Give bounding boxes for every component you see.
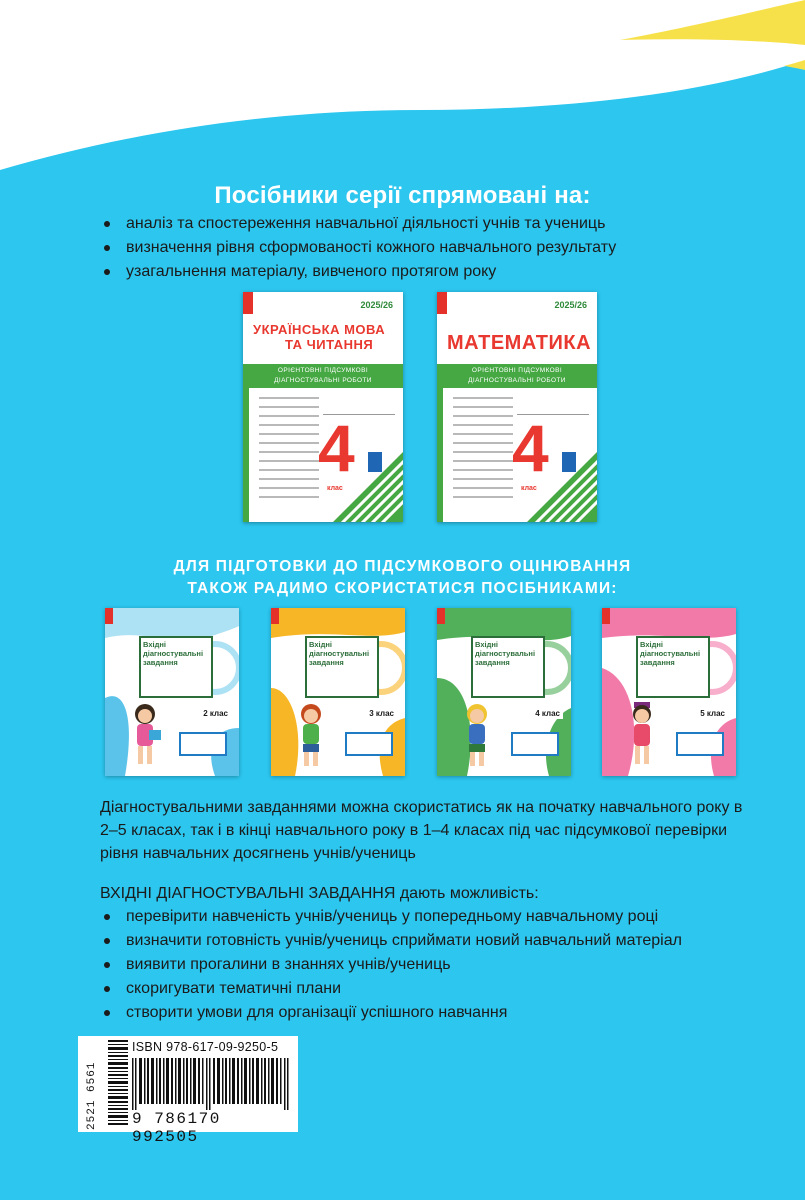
small-book-grade-3 (271, 608, 405, 776)
small-book-box (676, 732, 724, 756)
stripes-decoration (527, 452, 597, 522)
abilities-intro (100, 882, 539, 905)
book-year: 2025/26 (554, 300, 587, 310)
book-math (437, 292, 597, 522)
book-text-lines (453, 397, 513, 505)
book-subtitle-line: ОРІЄНТОВНІ ПІДСУМКОВІ (471, 367, 563, 374)
aim-item: визначення рівня сформованості кожного навчального результату (100, 236, 616, 260)
isbn-barcode-block (78, 1036, 298, 1146)
aim-item: аналіз та спостереження навчальної діяльності учнів та учениць (100, 212, 616, 236)
publisher-mark (437, 292, 447, 314)
small-book-title: Вхідні діагностувальні завдання (309, 640, 370, 667)
publisher-mark (602, 608, 610, 624)
ability-item: виявити прогалини в знаннях учнів/учениць (100, 953, 682, 977)
small-book-title: Вхідні діагностувальні завдання (475, 640, 536, 667)
book-grade-word: клас (521, 485, 537, 492)
small-book-grade: 3 клас (366, 708, 397, 719)
recommendation-heading-line: ТАКОЖ РАДИМО СКОРИСТАТИСЯ ПОСІБНИКАМИ: (187, 580, 618, 597)
small-book-grade-2 (105, 608, 239, 776)
book-title (447, 332, 592, 354)
small-book-grade: 2 клас (200, 708, 231, 719)
book-title-line: УКРАЇНСЬКА МОВА (253, 322, 386, 337)
book-side-stripe (437, 364, 443, 522)
ability-item: скоригувати тематичні плани (100, 977, 682, 1001)
stripes-decoration (333, 452, 403, 522)
small-book-box (345, 732, 393, 756)
aim-item: узагальнення матеріалу, вивченого протягом року (100, 260, 616, 284)
small-book-title: Вхідні діагностувальні завдання (640, 640, 701, 667)
book-text-lines (259, 397, 319, 505)
small-book-grade: 4 клас (532, 708, 563, 719)
book-grade-number: 4 (318, 411, 355, 485)
book-subtitle-line: ОРІЄНТОВНІ ПІДСУМКОВІ (277, 367, 369, 374)
book-title-line: МАТЕМАТИКА (447, 332, 592, 354)
barcode-digits: 9 786170 992505 (132, 1110, 221, 1146)
side-barcode-digits: 2521 6561 (86, 1061, 98, 1130)
recommendation-heading (0, 556, 805, 600)
abilities-intro-emphasis: ВХІДНІ ДІАГНОСТУВАЛЬНІ ЗАВДАННЯ (100, 885, 396, 902)
ability-item: перевірити навченість учнів/учениць у попередньому навчальному році (100, 905, 682, 929)
abilities-list (100, 905, 682, 1025)
book-title (253, 322, 398, 352)
book-grade-number: 4 (512, 411, 549, 485)
small-book-box (511, 732, 559, 756)
usage-paragraph: Діагностувальними завданнями можна скористатись як на початку навчального року в 2–5 класах, так і в кінці навчального року в 1–4 класах під час підсумкової перевірки рівня навчальних досягнень учнів/учениць (100, 799, 743, 862)
book-subtitle-line: ДІАГНОСТУВАЛЬНІ РОБОТИ (468, 377, 566, 384)
aims-list (100, 212, 616, 284)
child-illustration (457, 700, 497, 770)
publisher-mark (105, 608, 113, 624)
publisher-mark (271, 608, 279, 624)
book-title-line: ТА ЧИТАННЯ (285, 337, 374, 352)
barcode (132, 1058, 290, 1110)
recommendation-heading-line: ДЛЯ ПІДГОТОВКИ ДО ПІДСУМКОВОГО ОЦІНЮВАННЯ (173, 558, 632, 575)
book-subtitle (437, 364, 597, 388)
book-ukrainian (243, 292, 403, 522)
top-wave-decoration (0, 0, 805, 175)
publisher-mark (243, 292, 253, 314)
book-grade-word: клас (327, 485, 343, 492)
book-side-stripe (243, 364, 249, 522)
book-subtitle-line: ДІАГНОСТУВАЛЬНІ РОБОТИ (274, 377, 372, 384)
series-heading: Посібники серії спрямовані на: (214, 182, 591, 209)
small-book-grade-5 (602, 608, 736, 776)
small-book-grade: 5 клас (697, 708, 728, 719)
small-book-title: Вхідні діагностувальні завдання (143, 640, 204, 667)
isbn-number: ISBN 978-617-09-9250-5 (132, 1040, 279, 1054)
ability-item: створити умови для організації успішного навчання (100, 1001, 682, 1025)
book-year: 2025/26 (360, 300, 393, 310)
ability-item: визначити готовність учнів/учениць сприймати новий навчальний матеріал (100, 929, 682, 953)
publisher-mark (437, 608, 445, 624)
small-book-grade-4 (437, 608, 571, 776)
child-illustration (291, 700, 331, 770)
child-illustration (622, 700, 662, 770)
child-illustration (125, 700, 165, 770)
book-subtitle (243, 364, 403, 388)
small-book-box (179, 732, 227, 756)
abilities-intro-rest: дають можливість: (395, 885, 539, 902)
